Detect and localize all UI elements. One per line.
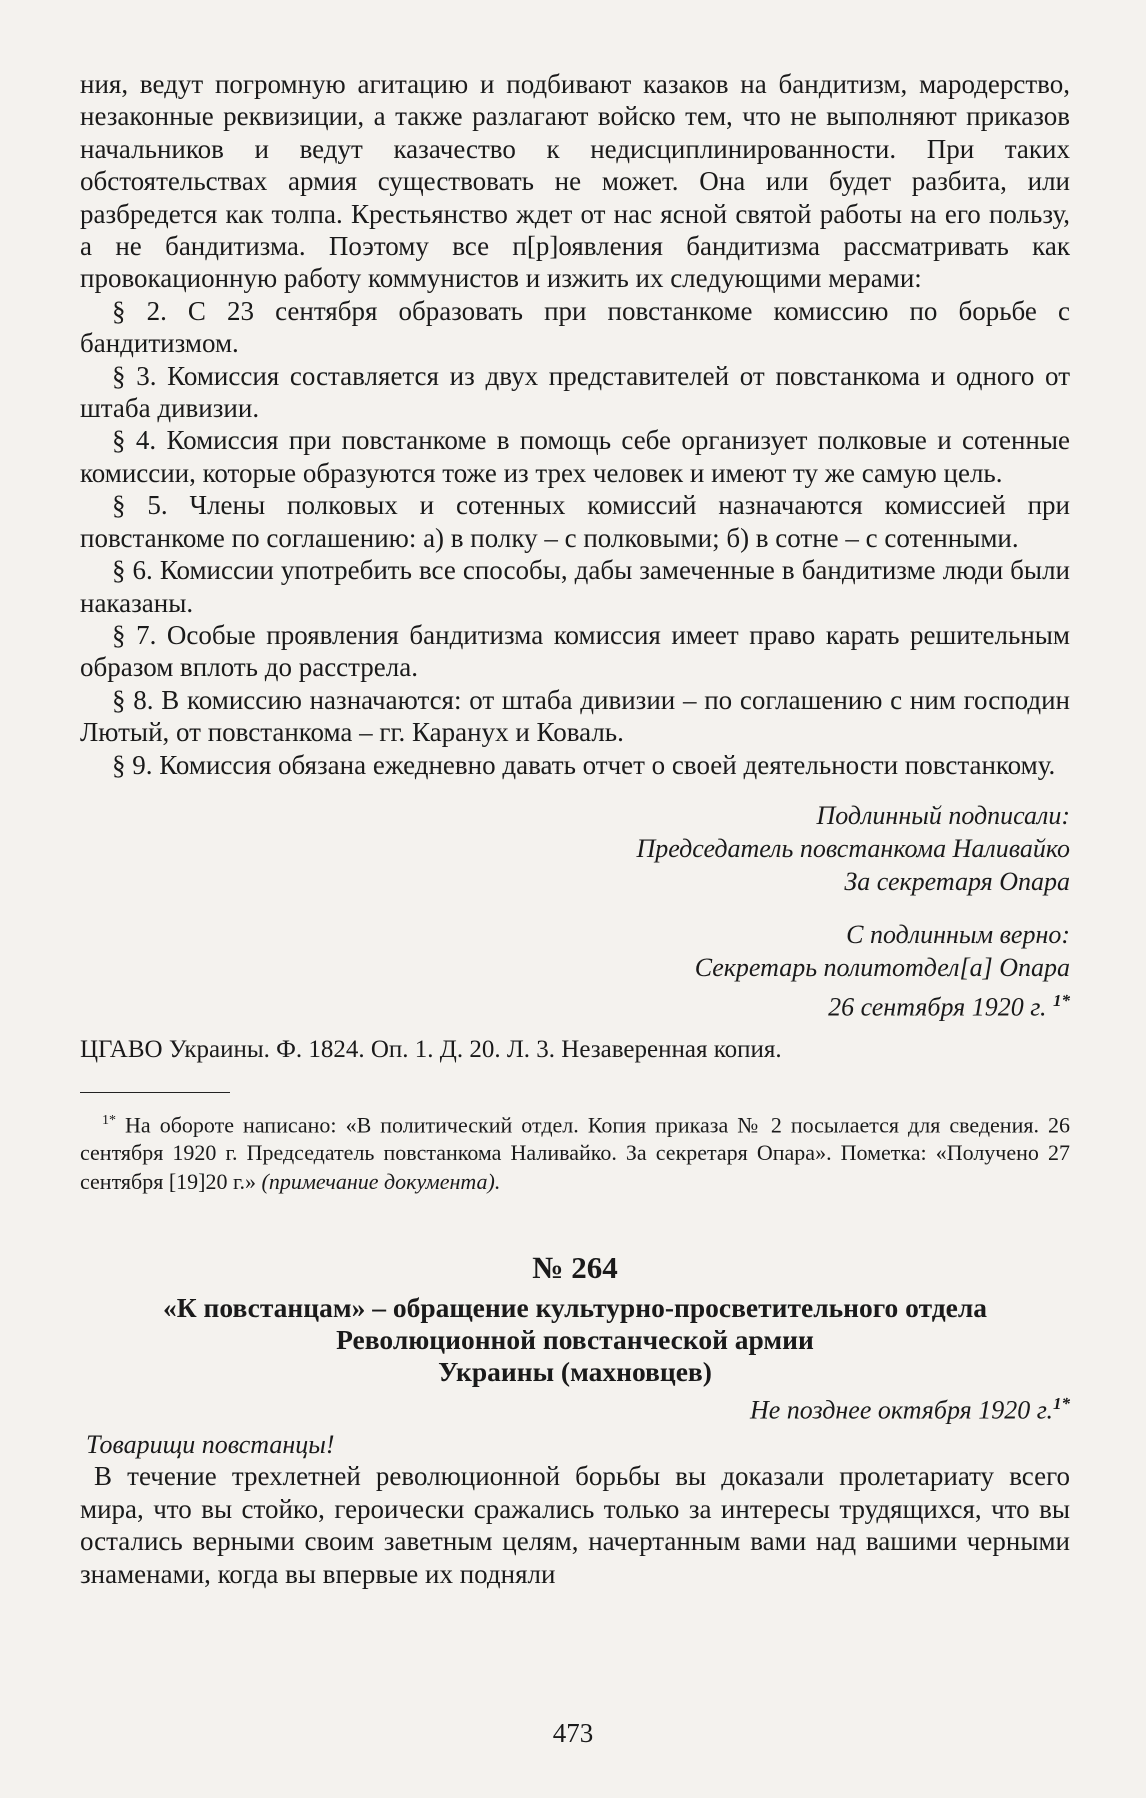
signature-line-original: Подлинный подписали: [816, 800, 1070, 830]
salutation: Товарищи повстанцы! [86, 1430, 335, 1460]
document-date-line [80, 1394, 1070, 1426]
paragraph-section-4: § 4. Комиссия при повстанкоме в помощь себе организует полковые и сотенные комиссии, которые образуются тоже из трех человек и имеют ту же самую цель. [80, 425, 1070, 488]
paragraph-intro: ния, ведут погромную агитацию и подбивают казаков на бандитизм, мародерство, незаконные реквизиции, а также разлагают войско тем, что не выполняют приказов начальников и ведут казачество к недисциплинированности. При таких обстоятельствах армия существовать не может. Она или будет разбита, или разбредется как толпа. Крестьянство ждет от нас ясной святой работы на его пользу, а не бандитизма. Поэтому все п[р]оявления бандитизма рассматривать как провокационную работу коммунистов и изжить их следующими мерами: [80, 69, 1070, 294]
paragraph-section-6: § 6. Комиссии употребить все способы, дабы замеченные в бандитизме люди были наказаны. [80, 555, 1070, 618]
signature-line-chairman: Председатель повстанкома Наливайко [636, 833, 1070, 863]
archive-reference: ЦГАВО Украины. Ф. 1824. Оп. 1. Д. 20. Л. 3. Незаверенная копия. [80, 1035, 782, 1063]
footnote-reference: 1* [1053, 990, 1070, 1010]
paragraph-section-9: § 9. Комиссия обязана ежедневно давать отчет о своей деятельности повстанкому. [112, 749, 1056, 780]
footnote [80, 1107, 1070, 1197]
appeal-text [80, 1460, 1070, 1590]
document-number: № 264 [532, 1250, 618, 1286]
paragraph-section-2: § 2. С 23 сентября образовать при повстанкоме комиссию по борьбе с бандитизмом. [80, 295, 1070, 359]
footnote-note: (примечание документа). [261, 1168, 501, 1194]
document-date-marker: 1* [1053, 1394, 1070, 1414]
footnote-text: На обороте написано: «В политический отдел. Копия приказа № 2 посылается для сведения. 26 сентября 1920 г. Председатель повстанкома Наливайко. За секретаря Опара». Пометка: «Получено 27 сентября [19]20 г.» [80, 1111, 1071, 1194]
signature-line-politdept: Секретарь политотдел[а] Опара [694, 952, 1070, 982]
order-text [80, 68, 1070, 781]
signature-date-line [80, 984, 1070, 1024]
paragraph-section-3: § 3. Комиссия составляется из двух представителей от повстанкома и одного от штаба дивизии. [80, 360, 1070, 424]
document-title [80, 1292, 1070, 1388]
document-title-line-3: Украины (махновцев) [438, 1356, 712, 1388]
signature-line-certified: С подлинным верно: [846, 919, 1070, 949]
footnote-marker: 1* [102, 1112, 116, 1128]
signature-line-secretary: За секретаря Опара [844, 866, 1070, 896]
signature-block [80, 799, 1070, 1024]
appeal-paragraph: В течение трехлетней революционной борьбы вы доказали пролетариату всего мира, что вы стойко, героически сражались только за интересы трудящихся, что вы остались верными своим заветным целям, начертанным вами над вашими черными знаменами, когда вы впервые их подняли [80, 1461, 1070, 1589]
paragraph-section-7: § 7. Особые проявления бандитизма комиссия имеет право карать решительным образом вплоть до расстрела. [80, 619, 1070, 683]
document-date: Не позднее октября 1920 г. [749, 1396, 1053, 1426]
footnote-divider [80, 1092, 230, 1093]
document-title-line-2: Революционной повстанческой армии [336, 1324, 814, 1356]
document-title-line-1: «К повстанцам» – обращение культурно-просветительного отдела [162, 1292, 988, 1324]
paragraph-section-5: § 5. Члены полковых и сотенных комиссий назначаются комиссией при повстанкоме по соглашению: а) в полку – с полковыми; б) в сотне – с сотенными. [80, 490, 1070, 553]
page-number: 473 [552, 1718, 594, 1748]
paragraph-section-8: § 8. В комиссию назначаются: от штаба дивизии – по соглашению с ним господин Лютый, от повстанкома – гг. Каранух и Коваль. [80, 684, 1070, 748]
signature-gap [80, 898, 1070, 918]
signature-date: 26 сентября 1920 г. [828, 992, 1047, 1022]
